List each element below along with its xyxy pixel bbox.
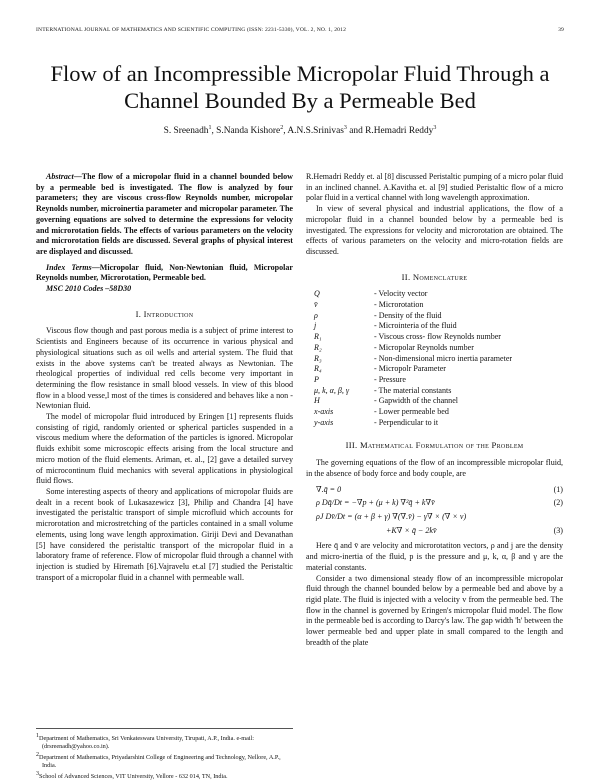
- nomenclature-row: [306, 343, 563, 354]
- nomenclature-description: - The material constants: [374, 385, 452, 395]
- footnote-text: Department of Mathematics, Priyadarshini College of Engineering and Technology, Nellore, A.P., India.: [39, 754, 281, 770]
- running-header: [36, 27, 564, 33]
- author-name: S. Sreenadh: [163, 126, 209, 137]
- paragraph: In view of several physical and industrial applications, the flow of a micropolar fluid in a channel bounded below by a permeable bed is investigated. The expressions for velocity and microrotation are obtained. The effects of various parameters on the velocity and micro-rotation fields are discussed.: [306, 204, 563, 256]
- paragraph: R.Hemadri Reddy et. al [8] discussed Peristaltic pumping of a micro polar fluid in an inclined channel. A.Kavitha et. al [9] studied Peristaltic flow of a micro polar fluid in a vertical channel with long wavelength approximation.: [306, 172, 563, 203]
- nomenclature-description: - Perpendicular to it: [374, 417, 439, 427]
- equation-number: (3): [553, 525, 563, 535]
- equation-text: ∇.q̄ = 0: [316, 484, 342, 494]
- affiliation-mark: 3: [433, 125, 437, 131]
- nomenclature-row: [306, 311, 563, 322]
- affiliation-mark: 2: [280, 125, 284, 131]
- nomenclature-description: - Microinteria of the fluid: [374, 321, 457, 331]
- equation-text: +K∇ × q̄ − 2kv̄: [386, 525, 437, 535]
- nomenclature-row: [306, 396, 563, 407]
- nomenclature-description: - Viscous cross- flow Reynolds number: [374, 332, 501, 342]
- nomenclature-description: - Density of the fluid: [374, 310, 442, 320]
- nomenclature-row: [306, 364, 563, 375]
- nomenclature-symbol: R₄: [314, 364, 322, 374]
- paragraph: Some interesting aspects of theory and applications of micropolar fluids are dealt in a recent book of Lukasazewicz [3], Philip and Chandra [4] have investigated the peristaltic transport of simple microfluid which accounts for microrotation and microstretching of the particles contained in a small volume elements, using long wave length approximation. Giriji Devi and Devanathan [5] have considered the peristaltic transport of the micropolar fluid in a laboratory frame of reference. Flow of micropolar fluid through a channel with injection is studied by Hiremath [6].Vajravelu et.al [7] studied the Peristaltic transport of a micropolar fluid in a channel with permeable wall.: [36, 486, 293, 582]
- nomenclature-symbol: x-axis: [314, 407, 334, 417]
- nomenclature-symbol: H: [314, 396, 320, 406]
- nomenclature-symbol: Q: [314, 289, 320, 299]
- journal-name: INTERNATIONAL JOURNAL OF MATHEMATICS AND SCIENTIFIC COMPUTING (ISSN: 2231-5330), VOL. 2, NO. 1, 2012: [36, 27, 347, 33]
- paragraph: Viscous flow though and past porous media is a subject of prime interest to Scientists and Engineers because of its occurrence in various physical and physiological situations such as oil wells and arterial system. The fluid that exists in the above systems can't be treated always as Newtonian. The rheological properties of individual red cells become very important in determining the flow resistance in small blood vessels. In view of this blood flow in a blood vesse,l most of the times is considered and behaves like a non - Newtonian fluid.: [36, 326, 293, 411]
- footnote: [36, 732, 293, 751]
- nomenclature-symbol: j: [314, 321, 317, 331]
- abstract-label: Abstract: [46, 172, 74, 181]
- separator: and: [346, 126, 366, 137]
- nomenclature-table: [306, 289, 563, 428]
- index-terms-label: Index Terms: [46, 262, 92, 272]
- section-heading-nomenclature: II. Nomenclature: [401, 271, 468, 282]
- abstract: [36, 172, 293, 258]
- author-list: [36, 125, 564, 136]
- footnote-text: School of Advanced Sciences, VIT University, Vellore - 632 014, TN, India.: [39, 773, 228, 781]
- paragraph: The model of micropolar fluid introduced by Eringen [1] represents fluids consisting of rigid, randomly oriented or spherical particles suspended in a viscous medium where the deformation of the particles is ignored. Micropolar fluids exhibit some microscopic effects arising from the local structure and micro motion of the fluid elements. Ariman, et. al., [2] gave a detailed survey of microcontinum fluid mechanics with several applications in physiological fluid flows.: [36, 412, 293, 486]
- nomenclature-row: [306, 375, 563, 386]
- nomenclature-row: [306, 332, 563, 343]
- footnote-mark: 1: [36, 733, 39, 739]
- nomenclature-description: - Microrotation: [374, 300, 424, 310]
- equation-number: (1): [553, 484, 563, 494]
- author-name: A.N.S.Srinivas: [287, 126, 344, 137]
- author-name: S.Nanda Kishore: [216, 126, 281, 137]
- nomenclature-description: - Velocity vector: [374, 289, 428, 299]
- nomenclature-symbol: v̄: [314, 300, 318, 310]
- paragraph: The governing equations of the flow of an incompressible micropolar fluid, in the absence of body force and body couple, are: [306, 458, 563, 478]
- paragraph: Here q̄ and v̄ are velocity and microrotatiton vectors, ρ and j are the density and micro-inertia of the fluid, p is the pressure and μ, k, α, β and γ are the material constants.: [306, 541, 563, 572]
- equation-block: [306, 485, 563, 537]
- nomenclature-symbol: ρ: [314, 310, 318, 320]
- nomenclature-symbol: R₃: [314, 353, 322, 363]
- nomenclature-symbol: y-axis: [314, 417, 334, 427]
- nomenclature-row: [306, 289, 563, 300]
- nomenclature-symbol: P: [314, 374, 319, 384]
- nomenclature-description: - Micropolar Reynolds number: [374, 342, 474, 352]
- section-heading-introduction: I. Introduction: [135, 308, 194, 319]
- index-terms: [36, 263, 293, 295]
- footnote-text: Department of Mathematics, Sri Venkateswara University, Tirupati, A.P., India. e-mail: (drsreenadh@yahoo.co.in).: [39, 735, 254, 751]
- equation: [306, 526, 563, 537]
- separator: ,: [211, 126, 217, 137]
- nomenclature-description: - Lower permeable bed: [374, 407, 449, 417]
- nomenclature-symbol: R₁: [314, 332, 322, 342]
- equation: [306, 485, 563, 496]
- nomenclature-row: [306, 386, 563, 397]
- nomenclature-row: [306, 300, 563, 311]
- msc-codes: MSC 2010 Codes –58D30: [46, 284, 132, 294]
- abstract-text: —The flow of a micropolar fluid in a channel bounded below by a permeable bed is investigated. The flow is analyzed by four parameters; they are viscous cross-flow Reynolds number, micropolar Reynolds number, microinertia parameter and micropolar parameter. The governing equations are solved to determine the expressions for velocity and microrotation fields. The effects of various parameters on the velocity and microrotation fields are discussed. Several graphs of physical interest are displayed and discussed.: [36, 172, 293, 256]
- nomenclature-row: [306, 321, 563, 332]
- affiliation-mark: 3: [343, 125, 347, 131]
- paper-title: Flow of an Incompressible Micropolar Fluid Through a Channel Bounded By a Permeable Bed: [50, 61, 550, 113]
- page-number: 39: [558, 27, 564, 33]
- nomenclature-description: - Micropolr Parameter: [374, 364, 446, 374]
- equation-text: ρJ Dv̄/Dt = (α + β + γ) ∇(∇.v̄) − γ∇ × (∇ × v): [316, 511, 467, 521]
- footnotes: [36, 728, 293, 781]
- nomenclature-description: - Pressure: [374, 374, 406, 384]
- left-column: [36, 172, 293, 583]
- nomenclature-row: [306, 407, 563, 418]
- nomenclature-row: [306, 418, 563, 429]
- footnote: [36, 751, 293, 770]
- footnote-mark: 3: [36, 771, 39, 778]
- footnote-mark: 2: [36, 752, 39, 759]
- nomenclature-description: - Non-dimensional micro inertia parameter: [374, 353, 513, 363]
- nomenclature-symbol: μ, k, α, β, γ: [314, 385, 350, 395]
- nomenclature-description: - Gapwidth of the channel: [374, 396, 459, 406]
- equation: [306, 498, 563, 509]
- affiliation-mark: 1: [208, 125, 212, 131]
- equation-number: (2): [553, 498, 563, 508]
- section-heading-formulation: III. Mathematical Formulation of the Problem: [345, 440, 524, 451]
- paragraph: Consider a two dimensional steady flow of an incompressible micropolar fluid through the channel bounded below by a permeable bed and above by a rigid plate. The fluid is injected with a velocity v from the permeable bed. The flow in the channel is governed by Eringen's micropolar fluid model. The flow in the permeable bed is according to Darcy's law. The gap width 'h' between the lower permeable bed and upper plate in small compared to the length and breadth of the plate: [306, 573, 563, 647]
- right-column: [306, 172, 563, 648]
- nomenclature-row: [306, 354, 563, 365]
- equation: [306, 512, 563, 523]
- author-name: R.Hemadri Reddy: [365, 126, 434, 137]
- equation-text: ρ Dq̄/Dt = −∇p + (μ + k) ∇²q̄ + k∇v̄: [316, 498, 435, 508]
- nomenclature-symbol: R₂: [314, 342, 322, 352]
- index-terms-text: —Micropolar fluid, Non-Newtonian fluid, Micropolar Reynolds number, Microrotation, Permeable bed.: [36, 262, 293, 283]
- separator: ,: [283, 126, 288, 137]
